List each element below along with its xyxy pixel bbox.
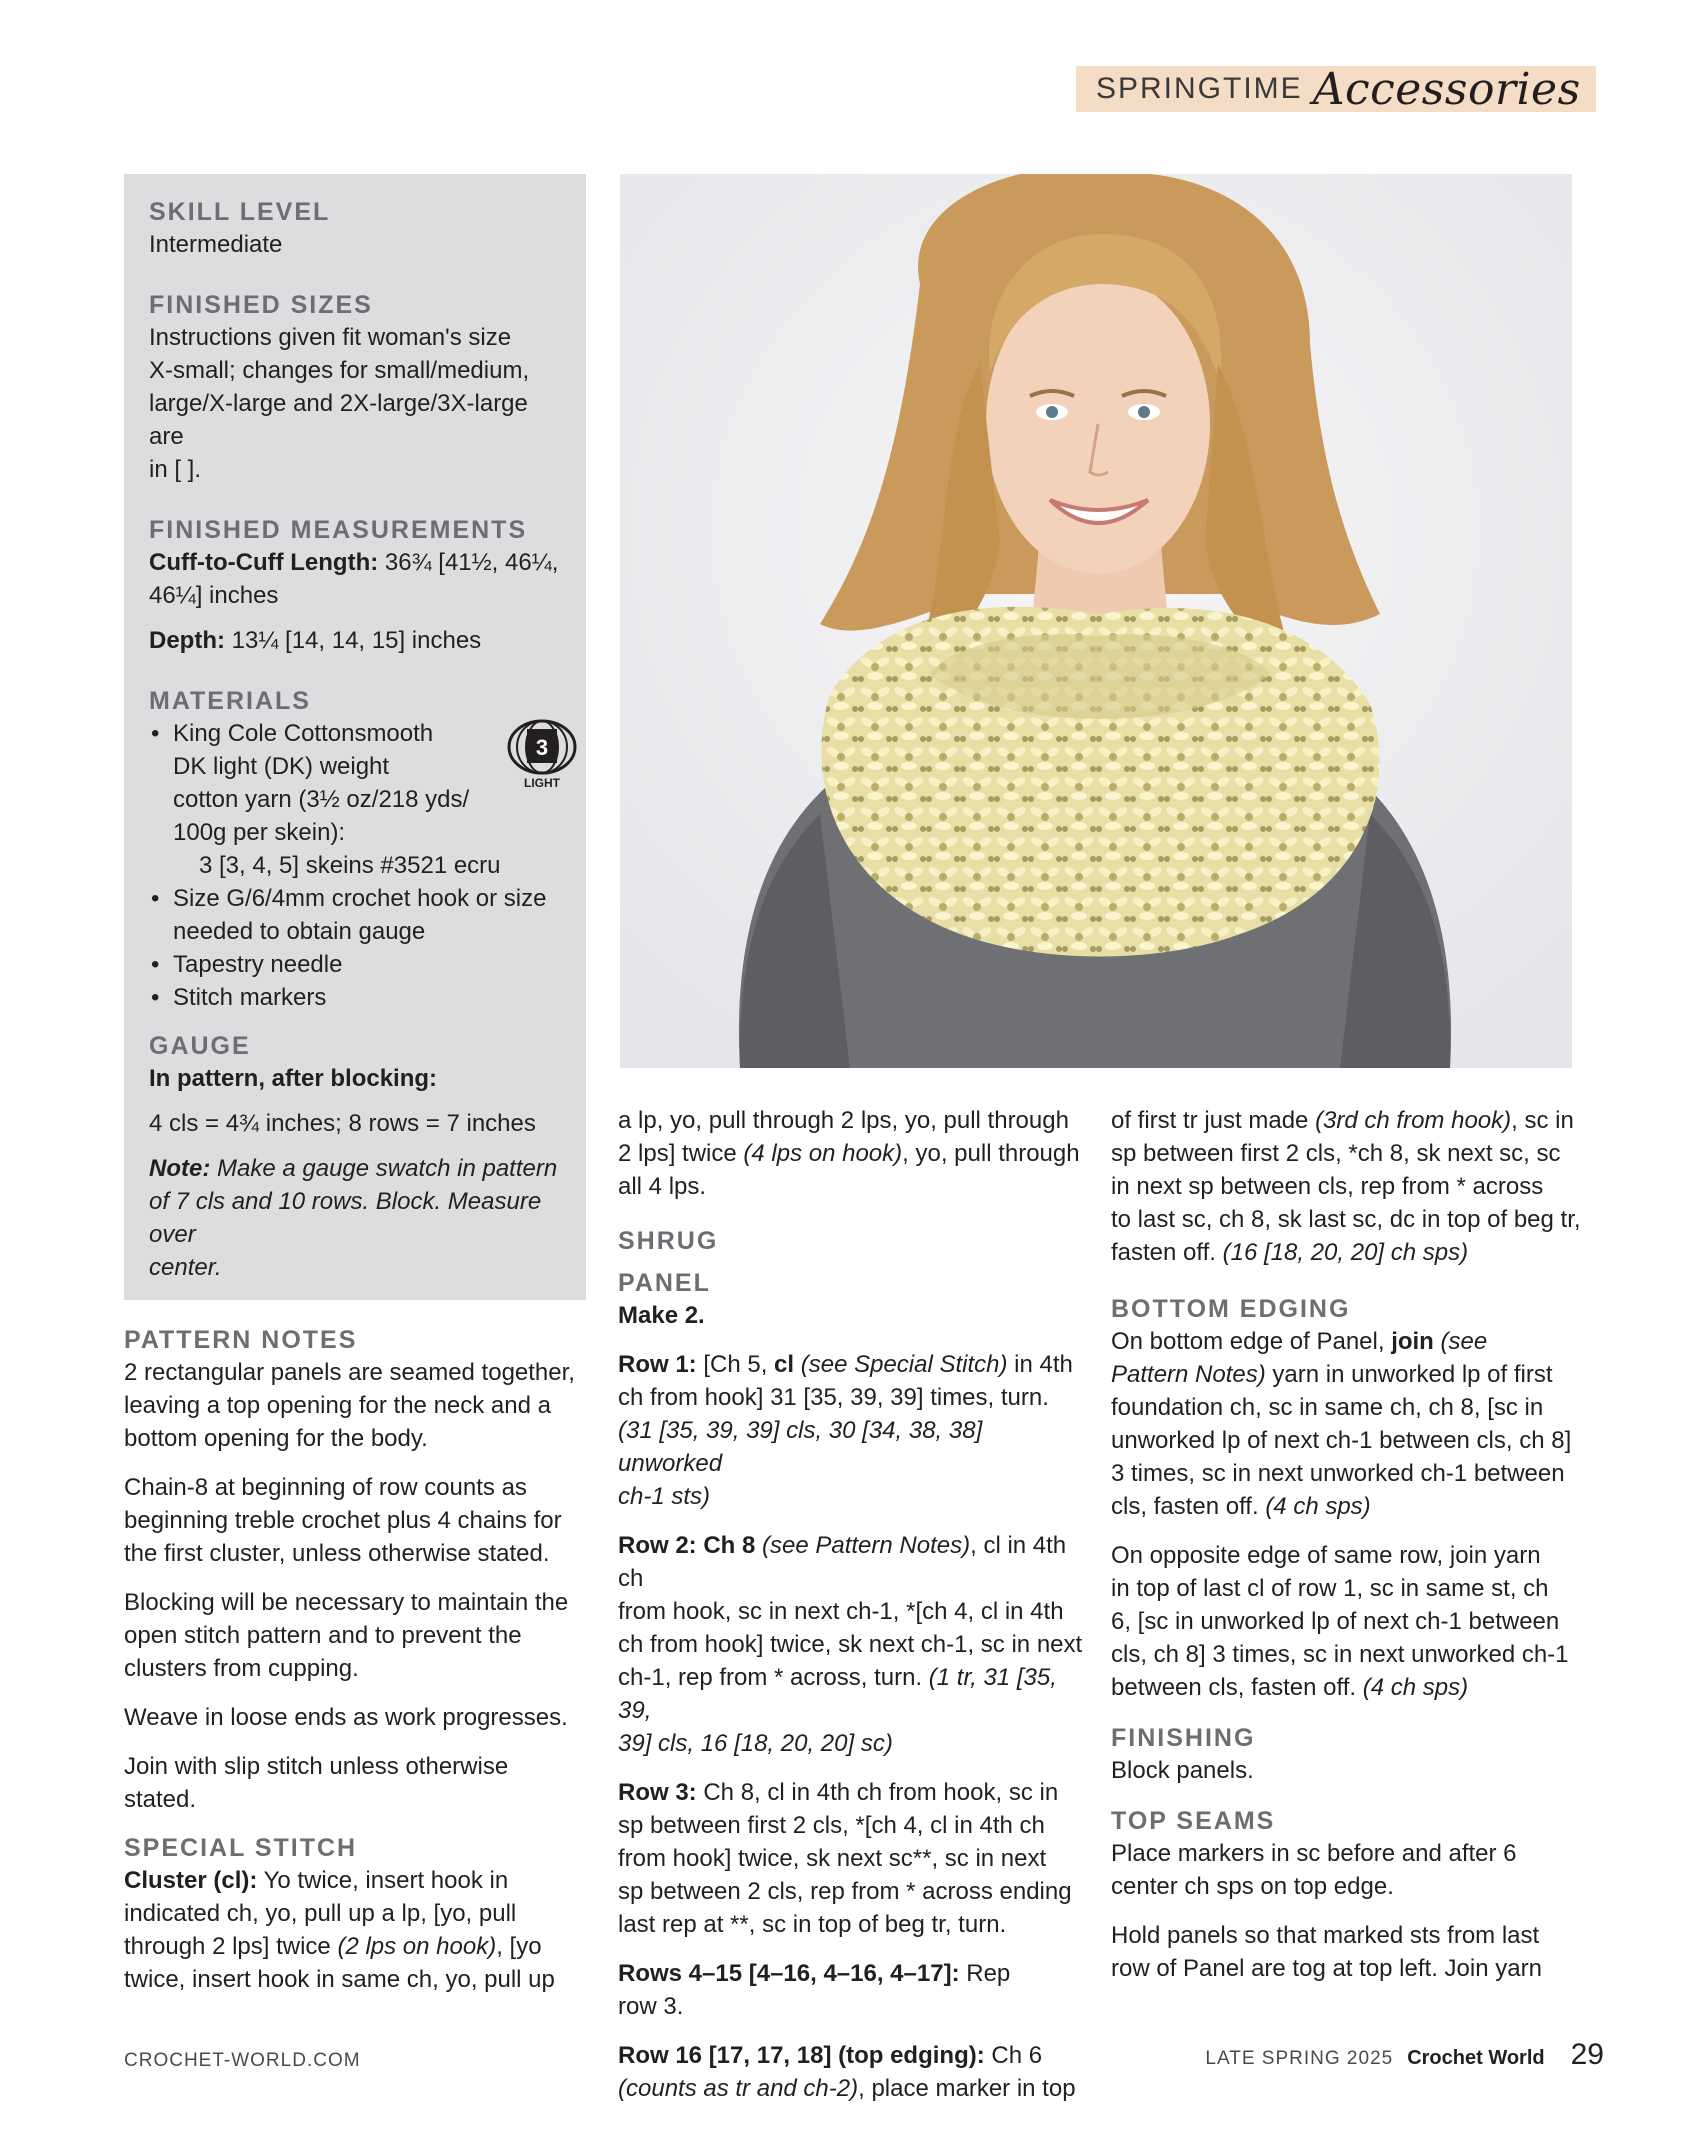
materials-heading: MATERIALS — [149, 687, 311, 715]
skill-level-heading: SKILL LEVEL — [149, 198, 331, 226]
footer-folio — [1205, 2038, 1604, 2072]
pattern-note-4: Weave in loose ends as work progresses. — [124, 1704, 568, 1731]
depth-measurement: Depth: 13¼ [14, 14, 15] inches — [149, 627, 482, 654]
shrug-heading: SHRUG — [618, 1227, 719, 1255]
skill-level-value: Intermediate — [149, 231, 283, 258]
gauge-subheading: In pattern, after blocking: — [149, 1065, 438, 1092]
materials-list — [149, 717, 562, 849]
footer-magazine-name: Crochet World — [1407, 2047, 1545, 2069]
yarn-weight-label: LIGHT — [524, 776, 560, 790]
section-banner — [1076, 63, 1596, 115]
materials-yarn-quantity: 3 [3, 4, 5] skeins #3521 ecru — [199, 852, 501, 879]
yarn-weight-number: 3 — [535, 735, 549, 760]
gauge-heading: GAUGE — [149, 1032, 251, 1060]
top-seams-text: Place markers in sc before and after 6 center ch sps on top edge. — [1111, 1840, 1517, 1900]
pattern-note-5: Join with slip stitch unless otherwise stated. — [124, 1753, 509, 1813]
finished-sizes-text: Instructions given fit woman's size X-small; changes for small/medium, large/X-large and 2X-large/3X-large are in [ ]. — [149, 324, 530, 483]
finished-measurements-heading: FINISHED MEASUREMENTS — [149, 516, 528, 544]
make-instruction: Make 2. — [618, 1302, 705, 1329]
materials-list-rest — [149, 882, 562, 1014]
materials-item-needle: • Tapestry needle — [149, 948, 562, 981]
row-1-instruction: Row 1: [Ch 5, cl (see Special Stitch) in 4th ch from hook] 31 [35, 39, 39] times, turn. (31 [35, 39, 39] cls, 30 [34, 38, 38] unworked ch-1 sts) — [618, 1351, 1073, 1510]
row-2-instruction: Row 2: Ch 8 (see Pattern Notes), cl in 4th ch from hook, sc in next ch-1, *[ch 4, cl in 4th ch from hook] twice, sk next ch-1, sc in next ch-1, rep from * across, turn. (1 tr, 31 [35, 39, 39] cls, 16 [18, 20, 20] sc) — [618, 1532, 1083, 1757]
opposite-edge-text: On opposite edge of same row, join yarn in top of last cl of row 1, sc in same st, ch 6, [sc in unworked lp of next ch-1 between cls, ch 8] 3 times, sc in next unworked ch-1 between cls, fasten off. (4 ch sps) — [1111, 1542, 1569, 1701]
materials-list-wrap — [149, 717, 562, 1014]
pattern-note-1: 2 rectangular panels are seamed together, leaving a top opening for the neck and a bottom opening for the body. — [124, 1359, 575, 1452]
finishing-text: Block panels. — [1111, 1757, 1254, 1784]
bottom-edging-text: On bottom edge of Panel, join (see Pattern Notes) yarn in unworked lp of first foundation ch, sc in same ch, ch 8, [sc in unworked lp of next ch-1 between cls, ch 8] 3 times, sc in next unworked ch-1 between cls, fasten off. (4 ch sps) — [1111, 1328, 1572, 1520]
bottom-edging-heading: BOTTOM EDGING — [1111, 1295, 1351, 1323]
cuff-to-cuff-length: Cuff-to-Cuff Length: 36¾ [41½, 46¼, 46¼] inches — [149, 549, 559, 609]
section-title-small: SPRINGTIME — [1096, 72, 1303, 105]
finished-sizes-heading: FINISHED SIZES — [149, 291, 373, 319]
materials-item-markers: • Stitch markers — [149, 981, 562, 1014]
special-stitch-heading: SPECIAL STITCH — [124, 1834, 358, 1862]
gauge-note: Note: Make a gauge swatch in pattern of 7 cls and 10 rows. Block. Measure over center. — [149, 1155, 558, 1281]
top-seams-heading: TOP SEAMS — [1111, 1807, 1276, 1835]
left-column — [124, 1324, 586, 2012]
panel-heading: PANEL — [618, 1269, 711, 1297]
finishing-heading: FINISHING — [1111, 1724, 1256, 1752]
pattern-info-box — [124, 174, 586, 1300]
pattern-note-2: Chain-8 at beginning of row counts as beginning treble crochet plus 4 chains for the first cluster, unless otherwise stated. — [124, 1474, 562, 1567]
materials-item-yarn: • King Cole Cottonsmooth DK light (DK) weight cotton yarn (3½ oz/218 yds/ 100g per skein): — [149, 717, 562, 849]
pattern-notes-heading: PATTERN NOTES — [124, 1326, 358, 1354]
page-number: 29 — [1570, 2038, 1604, 2071]
special-stitch-cluster: Cluster (cl): Yo twice, insert hook in indicated ch, yo, pull up a lp, [yo, pull through 2 lps] twice (2 lps on hook), [yo twice, insert hook in same ch, yo, pull up — [124, 1867, 555, 1993]
pattern-note-3: Blocking will be necessary to maintain the open stitch pattern and to prevent the clusters from cupping. — [124, 1589, 569, 1682]
materials-item-hook: • Size G/6/4mm crochet hook or size needed to obtain gauge — [149, 882, 562, 948]
gauge-value: 4 cls = 4¾ inches; 8 rows = 7 inches — [149, 1110, 536, 1137]
rows-4-15-instruction: Rows 4–15 [4–16, 4–16, 4–17]: Rep row 3. — [618, 1960, 1011, 2020]
row-16-instruction: Row 16 [17, 17, 18] (top edging): Ch 6 (counts as tr and ch-2), place marker in top — [618, 2042, 1076, 2102]
middle-column — [618, 1104, 1086, 2121]
special-stitch-continued: a lp, yo, pull through 2 lps, yo, pull through 2 lps] twice (4 lps on hook), yo, pull through all 4 lps. — [618, 1107, 1080, 1200]
row-3-instruction: Row 3: Ch 8, cl in 4th ch from hook, sc in sp between first 2 cls, *[ch 4, cl in 4th ch from hook] twice, sk next sc**, sc in next sp between 2 cls, rep from * across ending last rep at **, sc in top of beg tr, turn. — [618, 1779, 1072, 1938]
section-title-script: Accessories — [1312, 63, 1581, 115]
footer-issue: LATE SPRING 2025 — [1205, 2048, 1394, 2069]
hold-panels-text: Hold panels so that marked sts from last row of Panel are tog at top left. Join yarn — [1111, 1922, 1542, 1982]
row-16-continued: of first tr just made (3rd ch from hook), sc in sp between first 2 cls, *ch 8, sk next sc, sc in next sp between cls, rep from * across to last sc, ch 8, sk last sc, dc in top of beg tr, fasten off. (16 [18, 20, 20] ch sps) — [1111, 1107, 1581, 1266]
model-photo — [620, 174, 1572, 1068]
footer-website: CROCHET-WORLD.COM — [124, 2050, 361, 2071]
right-column — [1111, 1104, 1581, 2001]
